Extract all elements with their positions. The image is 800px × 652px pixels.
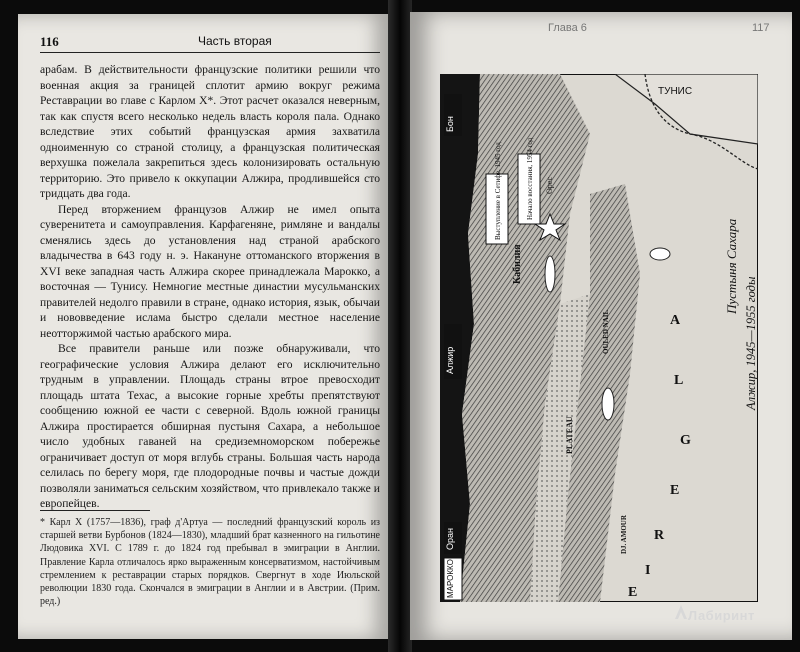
map-big-letter: I [645,563,651,578]
map-label-tunis: ТУНИС [658,86,693,97]
map-big-letter: A [670,313,681,328]
watermark: Лабиринт [688,608,755,623]
book-gutter [388,0,412,652]
map-label-kabylia: Кабилия [512,244,523,284]
paragraph: арабам. В действительности французские политики решили что военная акция за границей сплотит армию вокруг режима Реставрации во главе с Карлом X*. Этот расчет оказался неверным, так как спустя всего несколько недель власть короля пала. Однако вследствие этих событий французская армия захватила одноименную со страной столицу, а французская политическая верхушка пожелала закрепиться здесь колонизировать остальную территорию. Это привело к оккупации Алжира, продлившейся сто тридцать два года. [40,63,380,200]
map-label-plateau: PLATEAU [565,416,574,454]
footnote-rule [40,510,150,511]
map-label-oran: Оран [445,528,455,550]
left-running-head: Часть вторая [198,34,272,48]
map-label-bone: Бон [445,116,455,132]
right-page-number: 117 [752,22,770,34]
map-big-letter: E [628,585,638,600]
map-big-letter: R [654,528,665,543]
algeria-map [440,74,758,602]
map-big-letter: L [674,373,684,388]
left-page-number: 116 [40,34,59,49]
body-text [40,62,380,512]
map-big-letter: E [670,483,680,498]
paragraph: Перед вторжением французов Алжир не имел опыта суверенитета и самоуправления. Карфагеняне, римляне и вандалы сменялись здесь до установления над страной арабского владычества в 643 году н. э. Накануне оттоманского вторжения в XVI веке западная часть Алжира скорее принадлежала Марокко, а восточная — Тунису. Немногие местные династии мусульманских правителей недолго правили в стране, однако история, язык, обычаи и нововведение ислама быстро сделали местное население неотторжимой частью арабского мира. [40,202,380,340]
map-label-setif: Выступление в Сетифе, 1945 год [494,142,502,240]
labirint-logo-icon [674,604,688,620]
map-label-aures: Орес [545,176,554,194]
map-label-algiers: Алжир [445,346,455,374]
map-caption: Алжир, 1945—1955 годы [744,276,758,410]
paragraph: Все правители раньше или позже обнаруживали, что географические условия Алжира делают его исключительно трудным в управлении. Площадь страны втрое превосходит площадь штата Техас, а высокие горные хребты препятствуют сообщению южной ее части с северной. Вдоль южной границы Алжира простирается обширная пустыня Сахара, а небольшое число удобных гаваней на средиземноморском побережье ограничивает доступ от моря вглубь страны. Большая часть народа селилась по берегу моря, где плодородные почвы и частые дожди позволяли заниматься сельским хозяйством, что привлекало также и европейцев. [40,342,380,510]
footnote: * Карл X (1757—1836), граф д'Артуа — последний французский король из старшей ветви Бурбонов (1824—1830), младший брат казненного на гильотине Людовика XVI. С 1789 г. до 1824 год пребывал в эмиграции в Англии. Правление Карла отличалось ярко выраженным консерватизмом, настойчивым стремлением к реставрации старых порядков. Свергнут в ходе Июльской революции 1830 года. Скончался в эмиграции в Англии и в Австрии. (Прим. ред.) [40,517,380,608]
map-label-uprising: Начало восстания, 1954 год [526,137,534,220]
map-big-letter: G [680,433,691,448]
map-label-morocco: МАРОККО [446,559,455,598]
map-label-sahara: Пустыня Сахара [724,218,739,314]
left-page [18,14,390,639]
map-label-ouled-nail: OULED NAIL [602,309,610,354]
right-running-head: Глава 6 [548,22,587,34]
header-rule [40,52,380,53]
map-label-dj-amour: DJ. AMOUR [620,515,628,554]
